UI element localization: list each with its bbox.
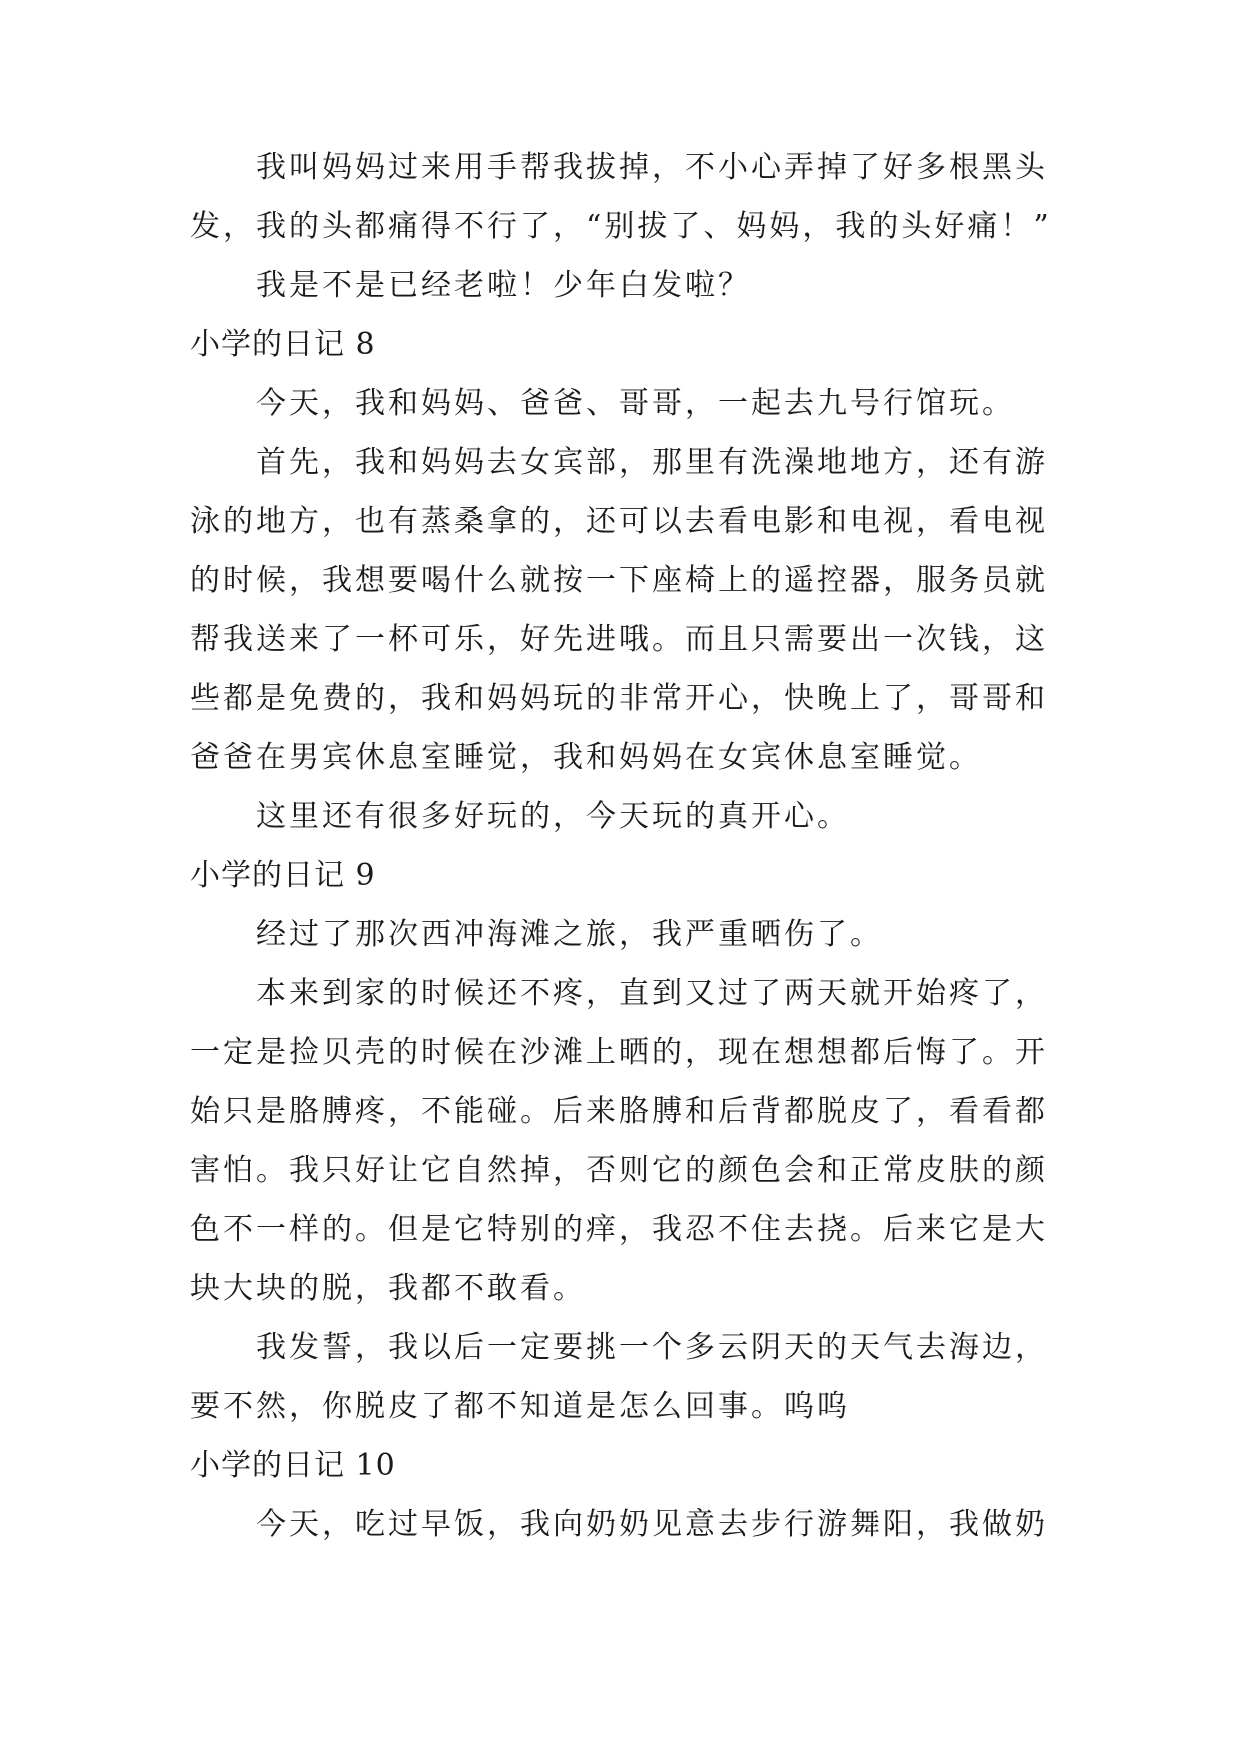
body-text-line: 这里还有很多好玩的，今天玩的真开心。 [256, 799, 850, 834]
body-text-line: 爸爸在男宾休息室睡觉，我和妈妈在女宾休息室睡觉。 [190, 740, 982, 775]
body-text-line: 今天，我和妈妈、爸爸、哥哥，一起去九号行馆玩。 [256, 386, 1015, 421]
section-heading: 小学的日记 9 [190, 858, 376, 893]
body-text-line: 我叫妈妈过来用手帮我拔掉，不小心弄掉了好多根黑头 [256, 150, 1048, 185]
body-text-line: 帮我送来了一杯可乐，好先进哦。而且只需要出一次钱，这 [190, 622, 1048, 657]
body-text-line: 始只是胳膊疼，不能碰。后来胳膊和后背都脱皮了，看看都 [190, 1094, 1048, 1129]
body-text-line: 些都是免费的，我和妈妈玩的非常开心，快晚上了，哥哥和 [190, 681, 1048, 716]
body-text-line: 首先，我和妈妈去女宾部，那里有洗澡地地方，还有游 [256, 445, 1048, 480]
body-text-line: 块大块的脱，我都不敢看。 [190, 1271, 586, 1306]
body-text-line: 我是不是已经老啦！少年白发啦？ [256, 268, 751, 303]
body-text-line: 泳的地方，也有蒸桑拿的，还可以去看电影和电视，看电视 [190, 504, 1048, 539]
body-text-line: 一定是捡贝壳的时候在沙滩上晒的，现在想想都后悔了。开 [190, 1035, 1048, 1070]
body-text-line: 经过了那次西冲海滩之旅，我严重晒伤了。 [256, 917, 883, 952]
body-text-line: 本来到家的时候还不疼，直到又过了两天就开始疼了， [256, 976, 1048, 1011]
body-text-line: 今天，吃过早饭，我向奶奶见意去步行游舞阳，我做奶 [256, 1507, 1048, 1542]
body-text-line: 要不然，你脱皮了都不知道是怎么回事。呜呜 [190, 1389, 850, 1424]
body-text-line: 害怕。我只好让它自然掉，否则它的颜色会和正常皮肤的颜 [190, 1153, 1048, 1188]
body-text-line: 我发誓，我以后一定要挑一个多云阴天的天气去海边， [256, 1330, 1048, 1365]
section-heading: 小学的日记 10 [190, 1448, 396, 1483]
body-text-line: 的时候，我想要喝什么就按一下座椅上的遥控器，服务员就 [190, 563, 1048, 598]
body-text-line: 色不一样的。但是它特别的痒，我忍不住去挠。后来它是大 [190, 1212, 1048, 1247]
body-text-line: 发，我的头都痛得不行了，“别拔了、妈妈，我的头好痛！” [190, 209, 1052, 244]
section-heading: 小学的日记 8 [190, 327, 376, 362]
